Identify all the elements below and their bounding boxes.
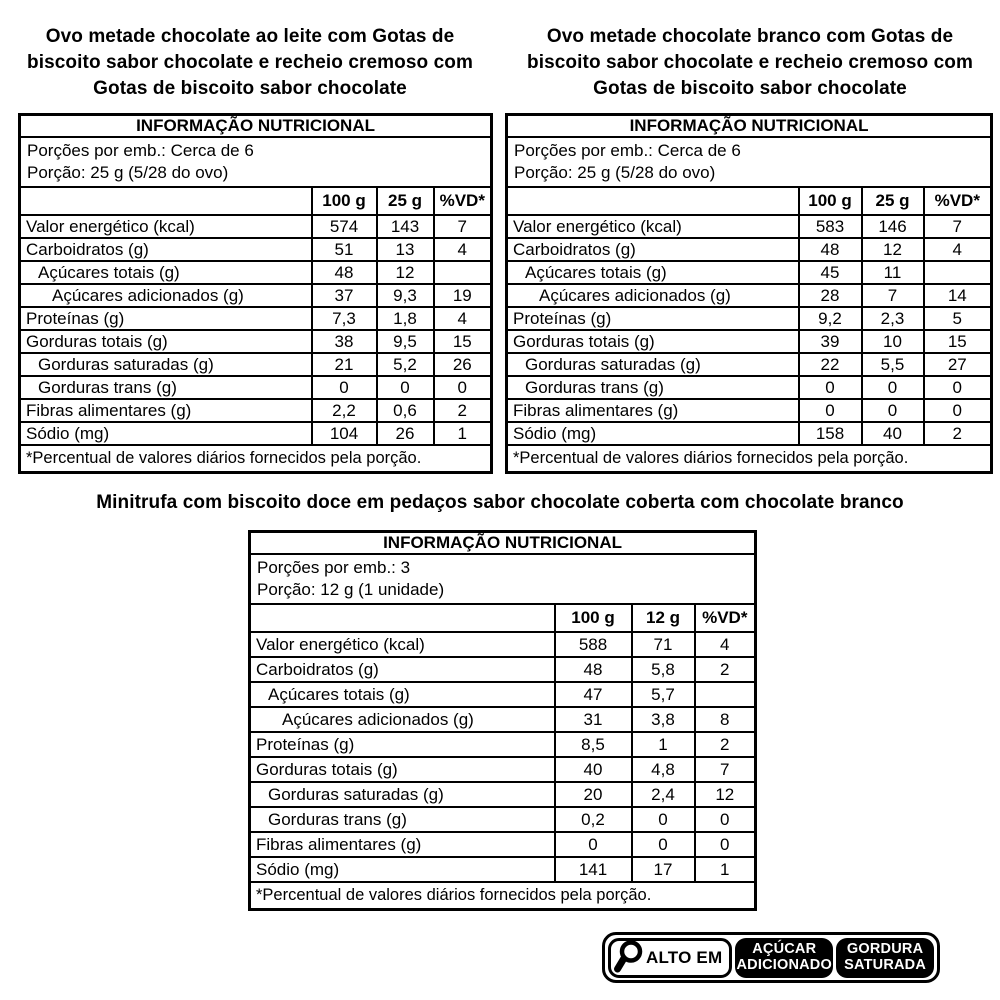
column-header-row <box>507 187 992 215</box>
nutrient-value: 48 <box>799 238 862 261</box>
nutrient-value: 4 <box>924 238 992 261</box>
col-header-vd: %VD* <box>695 604 756 632</box>
nutrition-table-minitrufa <box>248 530 757 911</box>
nutrient-value: 9,5 <box>377 330 434 353</box>
nutrient-value: 0 <box>555 832 632 857</box>
magnifier-icon <box>612 938 648 978</box>
warning-saturated-fat <box>836 938 934 978</box>
nutrient-row <box>250 632 756 657</box>
nutrient-value: 4,8 <box>632 757 695 782</box>
col-header-100g: 100 g <box>555 604 632 632</box>
nutrient-value: 5,5 <box>862 353 924 376</box>
nutrient-value: 48 <box>555 657 632 682</box>
nutrient-value: 1,8 <box>377 307 434 330</box>
nutrient-value: 5,7 <box>632 682 695 707</box>
product-title-minitrufa: Minitrufa com biscoito doce em pedaços sabor chocolate coberta com chocolate branco <box>96 492 904 513</box>
nutrient-value: 11 <box>862 261 924 284</box>
nutrition-table-white-chocolate-egg <box>505 113 993 474</box>
nutrient-value: 0,6 <box>377 399 434 422</box>
nutrient-label: Gorduras saturadas (g) <box>250 782 555 807</box>
nutrient-row <box>250 682 756 707</box>
nutrient-value: 583 <box>799 215 862 238</box>
nutrient-value: 574 <box>312 215 377 238</box>
nutrient-row <box>250 857 756 882</box>
nutrient-label: Gorduras totais (g) <box>250 757 555 782</box>
nutrient-value: 0 <box>799 376 862 399</box>
nutrient-value: 37 <box>312 284 377 307</box>
nutrient-label: Fibras alimentares (g) <box>507 399 799 422</box>
nutrient-value: 47 <box>555 682 632 707</box>
serving-size: Porção: 25 g (5/28 do ovo) <box>514 163 716 182</box>
table-title: INFORMAÇÃO NUTRICIONAL <box>507 115 992 138</box>
nutrient-value: 7 <box>695 757 756 782</box>
nutrient-value: 1 <box>695 857 756 882</box>
col-header-vd: %VD* <box>924 187 992 215</box>
servings-cell <box>20 137 492 187</box>
nutrient-value: 2,4 <box>632 782 695 807</box>
nutrient-label: Carboidratos (g) <box>507 238 799 261</box>
nutrient-value: 40 <box>555 757 632 782</box>
nutrient-label: Valor energético (kcal) <box>20 215 312 238</box>
col-header-portion: 12 g <box>632 604 695 632</box>
nutrient-label: Proteínas (g) <box>507 307 799 330</box>
servings-per-pack: Porções por emb.: Cerca de 6 <box>514 141 741 160</box>
product-title-milk-chocolate-egg: Ovo metade chocolate ao leite com Gotas de biscoito sabor chocolate e recheio cremoso com Gotas de biscoito sabor chocolate <box>27 26 473 99</box>
nutrient-label: Proteínas (g) <box>250 732 555 757</box>
footnote-row <box>20 445 492 472</box>
nutrient-value: 0 <box>632 832 695 857</box>
nutrient-value: 40 <box>862 422 924 445</box>
nutrient-row <box>507 376 992 399</box>
nutrient-label: Sódio (mg) <box>250 857 555 882</box>
nutrient-value: 0 <box>862 399 924 422</box>
nutrient-value: 2,3 <box>862 307 924 330</box>
nutrient-label: Carboidratos (g) <box>250 657 555 682</box>
nutrient-value <box>924 261 992 284</box>
nutrient-value: 10 <box>862 330 924 353</box>
nutrient-value: 4 <box>434 307 492 330</box>
high-in-warning-badge <box>602 932 940 983</box>
nutrient-value: 28 <box>799 284 862 307</box>
nutrient-value: 21 <box>312 353 377 376</box>
servings-row <box>20 137 492 187</box>
nutrient-value: 12 <box>377 261 434 284</box>
nutrient-value: 4 <box>434 238 492 261</box>
nutrient-value: 31 <box>555 707 632 732</box>
nutrient-row <box>250 757 756 782</box>
nutrient-label: Proteínas (g) <box>20 307 312 330</box>
nutrient-row <box>507 330 992 353</box>
nutrient-label: Valor energético (kcal) <box>507 215 799 238</box>
nutrient-value: 19 <box>434 284 492 307</box>
col-header-vd: %VD* <box>434 187 492 215</box>
nutrient-row <box>507 422 992 445</box>
nutrient-value: 2 <box>924 422 992 445</box>
nutrient-value: 5,8 <box>632 657 695 682</box>
nutrient-value: 2,2 <box>312 399 377 422</box>
table-title: INFORMAÇÃO NUTRICIONAL <box>250 532 756 555</box>
nutrient-row <box>507 261 992 284</box>
warning-line: ADICIONADO <box>736 956 832 973</box>
nutrient-value: 588 <box>555 632 632 657</box>
nutrient-value: 14 <box>924 284 992 307</box>
nutrient-label: Gorduras saturadas (g) <box>507 353 799 376</box>
serving-size: Porção: 12 g (1 unidade) <box>257 580 445 599</box>
footnote: *Percentual de valores diários fornecidos pela porção. <box>507 445 992 472</box>
nutrient-value: 141 <box>555 857 632 882</box>
footnote-row <box>507 445 992 472</box>
nutrient-label: Sódio (mg) <box>507 422 799 445</box>
nutrient-row <box>507 353 992 376</box>
nutrient-value: 71 <box>632 632 695 657</box>
high-in-label: ALTO EM <box>646 947 723 967</box>
nutrient-label: Valor energético (kcal) <box>250 632 555 657</box>
nutrient-row <box>250 732 756 757</box>
nutrient-value <box>695 682 756 707</box>
nutrient-value: 15 <box>434 330 492 353</box>
product-title-white-chocolate-egg: Ovo metade chocolate branco com Gotas de biscoito sabor chocolate e recheio cremoso com Gotas de biscoito sabor chocolate <box>527 26 973 99</box>
nutrient-label: Gorduras totais (g) <box>507 330 799 353</box>
nutrient-value: 2 <box>434 399 492 422</box>
nutrient-value: 7,3 <box>312 307 377 330</box>
nutrient-row <box>20 261 492 284</box>
nutrient-value: 143 <box>377 215 434 238</box>
col-header-100g: 100 g <box>799 187 862 215</box>
nutrient-value: 3,8 <box>632 707 695 732</box>
nutrient-value: 48 <box>312 261 377 284</box>
nutrient-value: 15 <box>924 330 992 353</box>
nutrient-value: 9,2 <box>799 307 862 330</box>
nutrient-value: 0,2 <box>555 807 632 832</box>
footnote: *Percentual de valores diários fornecidos pela porção. <box>20 445 492 472</box>
nutrient-value: 0 <box>862 376 924 399</box>
nutrient-value: 7 <box>434 215 492 238</box>
col-header-portion: 25 g <box>862 187 924 215</box>
nutrient-row <box>250 707 756 732</box>
nutrient-value: 5,2 <box>377 353 434 376</box>
warning-line: SATURADA <box>844 956 927 973</box>
nutrient-value: 9,3 <box>377 284 434 307</box>
nutrient-row <box>250 807 756 832</box>
footnote: *Percentual de valores diários fornecidos pela porção. <box>250 882 756 909</box>
nutrient-value: 45 <box>799 261 862 284</box>
nutrient-row <box>20 238 492 261</box>
nutrient-label: Açúcares totais (g) <box>250 682 555 707</box>
nutrient-value: 146 <box>862 215 924 238</box>
nutrient-row <box>20 215 492 238</box>
servings-cell <box>250 554 756 604</box>
nutrient-label: Fibras alimentares (g) <box>20 399 312 422</box>
nutrient-value: 0 <box>434 376 492 399</box>
nutrient-value: 38 <box>312 330 377 353</box>
nutrient-label: Gorduras saturadas (g) <box>20 353 312 376</box>
table-title-row <box>507 115 992 138</box>
column-header-row <box>250 604 756 632</box>
empty-header-cell <box>20 187 312 215</box>
nutrient-value: 0 <box>924 399 992 422</box>
servings-cell <box>507 137 992 187</box>
nutrient-value: 39 <box>799 330 862 353</box>
nutrient-label: Açúcares totais (g) <box>20 261 312 284</box>
empty-header-cell <box>250 604 555 632</box>
nutrient-label: Carboidratos (g) <box>20 238 312 261</box>
warning-line: AÇÚCAR <box>752 941 817 957</box>
nutrient-label: Sódio (mg) <box>20 422 312 445</box>
nutrient-value: 0 <box>632 807 695 832</box>
nutrient-value: 7 <box>924 215 992 238</box>
nutrient-row <box>507 238 992 261</box>
serving-size: Porção: 25 g (5/28 do ovo) <box>27 163 229 182</box>
table-title-row <box>20 115 492 138</box>
nutrient-row <box>20 307 492 330</box>
nutrient-value: 0 <box>695 832 756 857</box>
column-header-row <box>20 187 492 215</box>
nutrient-value: 104 <box>312 422 377 445</box>
nutrient-value: 26 <box>434 353 492 376</box>
nutrient-value: 2 <box>695 657 756 682</box>
nutrient-value: 2 <box>695 732 756 757</box>
servings-per-pack: Porções por emb.: Cerca de 6 <box>27 141 254 160</box>
nutrient-row <box>20 399 492 422</box>
high-in-label-box <box>608 938 732 978</box>
nutrient-value: 158 <box>799 422 862 445</box>
warning-added-sugar <box>735 938 833 978</box>
nutrient-value: 0 <box>695 807 756 832</box>
nutrient-value: 0 <box>924 376 992 399</box>
nutrient-row <box>20 422 492 445</box>
nutrient-value <box>434 261 492 284</box>
nutrient-label: Gorduras trans (g) <box>507 376 799 399</box>
servings-row <box>507 137 992 187</box>
nutrient-value: 12 <box>695 782 756 807</box>
servings-per-pack: Porções por emb.: 3 <box>257 558 411 577</box>
nutrient-label: Fibras alimentares (g) <box>250 832 555 857</box>
nutrient-row <box>250 782 756 807</box>
nutrient-label: Gorduras totais (g) <box>20 330 312 353</box>
nutrient-row <box>250 832 756 857</box>
nutrient-row <box>20 330 492 353</box>
nutrient-value: 1 <box>434 422 492 445</box>
nutrient-value: 20 <box>555 782 632 807</box>
nutrient-label: Açúcares adicionados (g) <box>20 284 312 307</box>
nutrient-label: Açúcares adicionados (g) <box>507 284 799 307</box>
nutrient-row <box>507 307 992 330</box>
servings-row <box>250 554 756 604</box>
nutrient-label: Gorduras trans (g) <box>250 807 555 832</box>
nutrient-value: 27 <box>924 353 992 376</box>
nutrient-value: 5 <box>924 307 992 330</box>
nutrient-row <box>20 376 492 399</box>
nutrient-value: 8,5 <box>555 732 632 757</box>
nutrient-value: 0 <box>377 376 434 399</box>
nutrient-value: 17 <box>632 857 695 882</box>
nutrient-value: 51 <box>312 238 377 261</box>
empty-header-cell <box>507 187 799 215</box>
col-header-100g: 100 g <box>312 187 377 215</box>
nutrient-value: 1 <box>632 732 695 757</box>
footnote-row <box>250 882 756 909</box>
nutrient-value: 4 <box>695 632 756 657</box>
table-title: INFORMAÇÃO NUTRICIONAL <box>20 115 492 138</box>
warning-line: GORDURA <box>846 941 924 957</box>
nutrient-label: Açúcares totais (g) <box>507 261 799 284</box>
nutrient-row <box>20 284 492 307</box>
nutrient-row <box>507 215 992 238</box>
table-title-row <box>250 532 756 555</box>
nutrient-value: 12 <box>862 238 924 261</box>
nutrient-row <box>250 657 756 682</box>
nutrient-row <box>507 284 992 307</box>
nutrient-value: 8 <box>695 707 756 732</box>
nutrition-table-milk-chocolate-egg <box>18 113 493 474</box>
col-header-portion: 25 g <box>377 187 434 215</box>
nutrient-value: 7 <box>862 284 924 307</box>
nutrient-value: 0 <box>799 399 862 422</box>
nutrient-value: 22 <box>799 353 862 376</box>
nutrient-value: 26 <box>377 422 434 445</box>
nutrient-row <box>20 353 492 376</box>
nutrient-label: Gorduras trans (g) <box>20 376 312 399</box>
nutrient-label: Açúcares adicionados (g) <box>250 707 555 732</box>
nutrient-value: 13 <box>377 238 434 261</box>
nutrient-row <box>507 399 992 422</box>
nutrient-value: 0 <box>312 376 377 399</box>
